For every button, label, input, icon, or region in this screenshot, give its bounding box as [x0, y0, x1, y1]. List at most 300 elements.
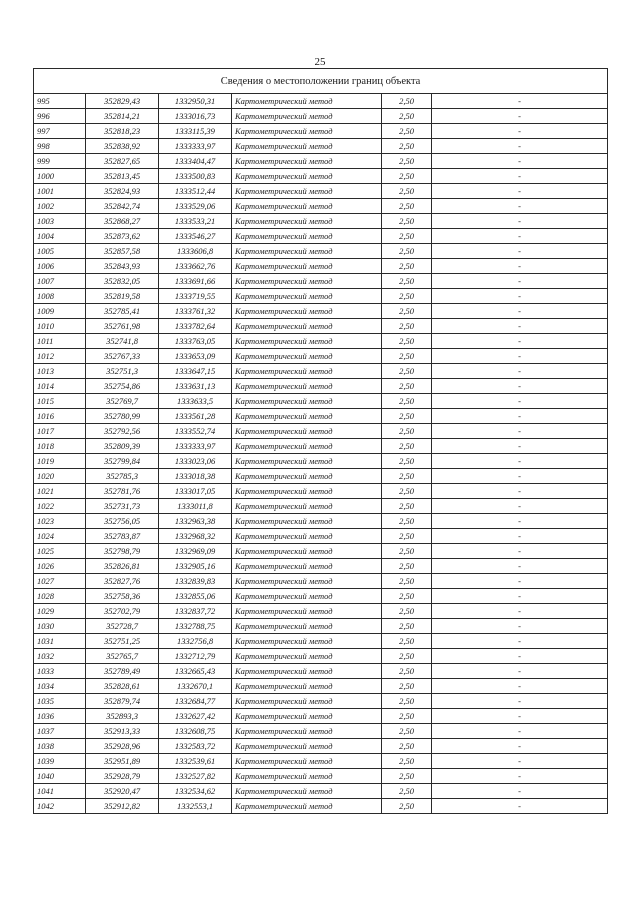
x-coordinate-cell: 352769,7: [86, 394, 159, 409]
point-number-cell: 1040: [34, 769, 86, 784]
description-cell: -: [432, 169, 608, 184]
point-number-cell: 996: [34, 109, 86, 124]
x-coordinate-cell: 352819,58: [86, 289, 159, 304]
y-coordinate-cell: 1333404,47: [159, 154, 232, 169]
accuracy-cell: 2,50: [382, 784, 432, 799]
x-coordinate-cell: 352928,96: [86, 739, 159, 754]
description-cell: -: [432, 784, 608, 799]
y-coordinate-cell: 1332684,77: [159, 694, 232, 709]
table-row: [34, 679, 608, 694]
x-coordinate-cell: 352838,92: [86, 139, 159, 154]
accuracy-cell: 2,50: [382, 454, 432, 469]
description-cell: -: [432, 604, 608, 619]
x-coordinate-cell: 352832,05: [86, 274, 159, 289]
description-cell: -: [432, 259, 608, 274]
description-cell: -: [432, 454, 608, 469]
accuracy-cell: 2,50: [382, 424, 432, 439]
y-coordinate-cell: 1333761,32: [159, 304, 232, 319]
accuracy-cell: 2,50: [382, 544, 432, 559]
point-number-cell: 1010: [34, 319, 86, 334]
point-number-cell: 1020: [34, 469, 86, 484]
y-coordinate-cell: 1332950,31: [159, 94, 232, 109]
accuracy-cell: 2,50: [382, 349, 432, 364]
method-cell: Картометрический метод: [232, 304, 382, 319]
table-row: [34, 784, 608, 799]
x-coordinate-cell: 352813,45: [86, 169, 159, 184]
y-coordinate-cell: 1333011,8: [159, 499, 232, 514]
x-coordinate-cell: 352781,76: [86, 484, 159, 499]
x-coordinate-cell: 352765,7: [86, 649, 159, 664]
description-cell: -: [432, 94, 608, 109]
method-cell: Картометрический метод: [232, 769, 382, 784]
method-cell: Картометрический метод: [232, 514, 382, 529]
method-cell: Картометрический метод: [232, 724, 382, 739]
point-number-cell: 995: [34, 94, 86, 109]
x-coordinate-cell: 352785,41: [86, 304, 159, 319]
table-row: [34, 289, 608, 304]
x-coordinate-cell: 352842,74: [86, 199, 159, 214]
y-coordinate-cell: 1333691,66: [159, 274, 232, 289]
table-row: [34, 619, 608, 634]
description-cell: -: [432, 754, 608, 769]
accuracy-cell: 2,50: [382, 574, 432, 589]
y-coordinate-cell: 1332553,1: [159, 799, 232, 814]
table-row: [34, 439, 608, 454]
method-cell: Картометрический метод: [232, 424, 382, 439]
method-cell: Картометрический метод: [232, 694, 382, 709]
point-number-cell: 1006: [34, 259, 86, 274]
y-coordinate-cell: 1332665,43: [159, 664, 232, 679]
y-coordinate-cell: 1333631,13: [159, 379, 232, 394]
description-cell: -: [432, 709, 608, 724]
y-coordinate-cell: 1333647,15: [159, 364, 232, 379]
page-number: 25: [314, 56, 326, 68]
method-cell: Картометрический метод: [232, 184, 382, 199]
point-number-cell: 1002: [34, 199, 86, 214]
method-cell: Картометрический метод: [232, 274, 382, 289]
table-row: [34, 139, 608, 154]
table-row: [34, 559, 608, 574]
point-number-cell: 1018: [34, 439, 86, 454]
accuracy-cell: 2,50: [382, 214, 432, 229]
method-cell: Картометрический метод: [232, 484, 382, 499]
description-cell: -: [432, 544, 608, 559]
x-coordinate-cell: 352789,49: [86, 664, 159, 679]
method-cell: Картометрический метод: [232, 604, 382, 619]
table-row: [34, 214, 608, 229]
point-number-cell: 1026: [34, 559, 86, 574]
y-coordinate-cell: 1333662,76: [159, 259, 232, 274]
table-row: [34, 754, 608, 769]
accuracy-cell: 2,50: [382, 94, 432, 109]
method-cell: Картометрический метод: [232, 409, 382, 424]
description-cell: -: [432, 634, 608, 649]
x-coordinate-cell: 352780,99: [86, 409, 159, 424]
method-cell: Картометрический метод: [232, 139, 382, 154]
table-row: [34, 274, 608, 289]
accuracy-cell: 2,50: [382, 379, 432, 394]
accuracy-cell: 2,50: [382, 439, 432, 454]
description-cell: -: [432, 664, 608, 679]
table-row: [34, 364, 608, 379]
accuracy-cell: 2,50: [382, 244, 432, 259]
table-row: [34, 544, 608, 559]
x-coordinate-cell: 352868,27: [86, 214, 159, 229]
table-row: [34, 529, 608, 544]
y-coordinate-cell: 1333633,5: [159, 394, 232, 409]
accuracy-cell: 2,50: [382, 799, 432, 814]
method-cell: Картометрический метод: [232, 109, 382, 124]
description-cell: -: [432, 559, 608, 574]
point-number-cell: 1001: [34, 184, 86, 199]
point-number-cell: 1008: [34, 289, 86, 304]
table-row: [34, 634, 608, 649]
x-coordinate-cell: 352758,36: [86, 589, 159, 604]
description-cell: -: [432, 649, 608, 664]
point-number-cell: 1022: [34, 499, 86, 514]
description-cell: -: [432, 529, 608, 544]
accuracy-cell: 2,50: [382, 259, 432, 274]
table-row: [34, 454, 608, 469]
method-cell: Картометрический метод: [232, 259, 382, 274]
accuracy-cell: 2,50: [382, 394, 432, 409]
point-number-cell: 999: [34, 154, 86, 169]
point-number-cell: 1039: [34, 754, 86, 769]
method-cell: Картометрический метод: [232, 214, 382, 229]
y-coordinate-cell: 1333500,83: [159, 169, 232, 184]
y-coordinate-cell: 1333546,27: [159, 229, 232, 244]
table-row: [34, 154, 608, 169]
table-row: [34, 604, 608, 619]
table-row: [34, 739, 608, 754]
method-cell: Картометрический метод: [232, 94, 382, 109]
accuracy-cell: 2,50: [382, 634, 432, 649]
table-row: [34, 94, 608, 109]
table-row: [34, 709, 608, 724]
x-coordinate-cell: 352826,81: [86, 559, 159, 574]
accuracy-cell: 2,50: [382, 739, 432, 754]
description-cell: -: [432, 109, 608, 124]
description-cell: -: [432, 139, 608, 154]
point-number-cell: 1041: [34, 784, 86, 799]
table-row: [34, 259, 608, 274]
x-coordinate-cell: 352873,62: [86, 229, 159, 244]
table-row: [34, 334, 608, 349]
point-number-cell: 1030: [34, 619, 86, 634]
point-number-cell: 1000: [34, 169, 86, 184]
point-number-cell: 1036: [34, 709, 86, 724]
x-coordinate-cell: 352761,98: [86, 319, 159, 334]
x-coordinate-cell: 352741,8: [86, 334, 159, 349]
method-cell: Картометрический метод: [232, 649, 382, 664]
point-number-cell: 1015: [34, 394, 86, 409]
method-cell: Картометрический метод: [232, 379, 382, 394]
table-title-row: [34, 69, 608, 94]
description-cell: -: [432, 439, 608, 454]
accuracy-cell: 2,50: [382, 199, 432, 214]
y-coordinate-cell: 1332963,38: [159, 514, 232, 529]
description-cell: -: [432, 514, 608, 529]
method-cell: Картометрический метод: [232, 244, 382, 259]
y-coordinate-cell: 1332534,62: [159, 784, 232, 799]
description-cell: -: [432, 334, 608, 349]
accuracy-cell: 2,50: [382, 514, 432, 529]
description-cell: -: [432, 484, 608, 499]
description-cell: -: [432, 619, 608, 634]
y-coordinate-cell: 1333512,44: [159, 184, 232, 199]
method-cell: Картометрический метод: [232, 394, 382, 409]
accuracy-cell: 2,50: [382, 229, 432, 244]
method-cell: Картометрический метод: [232, 439, 382, 454]
y-coordinate-cell: 1333653,09: [159, 349, 232, 364]
y-coordinate-cell: 1332837,72: [159, 604, 232, 619]
table-row: [34, 109, 608, 124]
table-row: [34, 244, 608, 259]
method-cell: Картометрический метод: [232, 334, 382, 349]
table-row: [34, 409, 608, 424]
y-coordinate-cell: 1333529,06: [159, 199, 232, 214]
table-row: [34, 649, 608, 664]
y-coordinate-cell: 1333763,05: [159, 334, 232, 349]
table-row: [34, 799, 608, 814]
x-coordinate-cell: 352857,58: [86, 244, 159, 259]
method-cell: Картометрический метод: [232, 529, 382, 544]
x-coordinate-cell: 352913,33: [86, 724, 159, 739]
x-coordinate-cell: 352829,43: [86, 94, 159, 109]
y-coordinate-cell: 1332788,75: [159, 619, 232, 634]
description-cell: -: [432, 769, 608, 784]
y-coordinate-cell: 1332539,61: [159, 754, 232, 769]
y-coordinate-cell: 1333552,74: [159, 424, 232, 439]
point-number-cell: 1003: [34, 214, 86, 229]
y-coordinate-cell: 1332583,72: [159, 739, 232, 754]
method-cell: Картометрический метод: [232, 739, 382, 754]
description-cell: -: [432, 589, 608, 604]
description-cell: -: [432, 229, 608, 244]
table-row: [34, 304, 608, 319]
table-row: [34, 349, 608, 364]
x-coordinate-cell: 352798,79: [86, 544, 159, 559]
description-cell: -: [432, 349, 608, 364]
table-row: [34, 199, 608, 214]
point-number-cell: 1025: [34, 544, 86, 559]
x-coordinate-cell: 352824,93: [86, 184, 159, 199]
accuracy-cell: 2,50: [382, 664, 432, 679]
x-coordinate-cell: 352767,33: [86, 349, 159, 364]
table-row: [34, 664, 608, 679]
point-number-cell: 1035: [34, 694, 86, 709]
y-coordinate-cell: 1333606,8: [159, 244, 232, 259]
description-cell: -: [432, 799, 608, 814]
description-cell: -: [432, 124, 608, 139]
description-cell: -: [432, 574, 608, 589]
x-coordinate-cell: 352827,65: [86, 154, 159, 169]
point-number-cell: 1038: [34, 739, 86, 754]
point-number-cell: 1023: [34, 514, 86, 529]
description-cell: -: [432, 379, 608, 394]
description-cell: -: [432, 364, 608, 379]
description-cell: -: [432, 394, 608, 409]
x-coordinate-cell: 352828,61: [86, 679, 159, 694]
description-cell: -: [432, 679, 608, 694]
point-number-cell: 1029: [34, 604, 86, 619]
accuracy-cell: 2,50: [382, 169, 432, 184]
x-coordinate-cell: 352799,84: [86, 454, 159, 469]
point-number-cell: 1004: [34, 229, 86, 244]
y-coordinate-cell: 1333333,97: [159, 439, 232, 454]
table-row: [34, 514, 608, 529]
accuracy-cell: 2,50: [382, 619, 432, 634]
y-coordinate-cell: 1333023,06: [159, 454, 232, 469]
table-row: [34, 124, 608, 139]
description-cell: -: [432, 499, 608, 514]
description-cell: -: [432, 424, 608, 439]
description-cell: -: [432, 724, 608, 739]
description-cell: -: [432, 244, 608, 259]
method-cell: Картометрический метод: [232, 154, 382, 169]
accuracy-cell: 2,50: [382, 484, 432, 499]
x-coordinate-cell: 352920,47: [86, 784, 159, 799]
description-cell: -: [432, 694, 608, 709]
table-row: [34, 169, 608, 184]
description-cell: -: [432, 154, 608, 169]
x-coordinate-cell: 352751,25: [86, 634, 159, 649]
accuracy-cell: 2,50: [382, 109, 432, 124]
point-number-cell: 1007: [34, 274, 86, 289]
accuracy-cell: 2,50: [382, 709, 432, 724]
point-number-cell: 997: [34, 124, 86, 139]
table-row: [34, 394, 608, 409]
description-cell: -: [432, 274, 608, 289]
point-number-cell: 998: [34, 139, 86, 154]
point-number-cell: 1011: [34, 334, 86, 349]
accuracy-cell: 2,50: [382, 139, 432, 154]
table-row: [34, 589, 608, 604]
table-row: [34, 499, 608, 514]
accuracy-cell: 2,50: [382, 589, 432, 604]
boundary-coordinates-table: [33, 68, 608, 814]
method-cell: Картометрический метод: [232, 574, 382, 589]
table-row: [34, 424, 608, 439]
method-cell: Картометрический метод: [232, 364, 382, 379]
method-cell: Картометрический метод: [232, 619, 382, 634]
method-cell: Картометрический метод: [232, 754, 382, 769]
description-cell: -: [432, 304, 608, 319]
accuracy-cell: 2,50: [382, 334, 432, 349]
point-number-cell: 1033: [34, 664, 86, 679]
description-cell: -: [432, 199, 608, 214]
y-coordinate-cell: 1332627,42: [159, 709, 232, 724]
y-coordinate-cell: 1332905,16: [159, 559, 232, 574]
y-coordinate-cell: 1332968,32: [159, 529, 232, 544]
point-number-cell: 1013: [34, 364, 86, 379]
y-coordinate-cell: 1333115,39: [159, 124, 232, 139]
description-cell: -: [432, 214, 608, 229]
y-coordinate-cell: 1333561,28: [159, 409, 232, 424]
point-number-cell: 1009: [34, 304, 86, 319]
accuracy-cell: 2,50: [382, 679, 432, 694]
y-coordinate-cell: 1332756,8: [159, 634, 232, 649]
method-cell: Картометрический метод: [232, 499, 382, 514]
point-number-cell: 1017: [34, 424, 86, 439]
accuracy-cell: 2,50: [382, 754, 432, 769]
point-number-cell: 1032: [34, 649, 86, 664]
method-cell: Картометрический метод: [232, 799, 382, 814]
accuracy-cell: 2,50: [382, 769, 432, 784]
method-cell: Картометрический метод: [232, 679, 382, 694]
x-coordinate-cell: 352792,56: [86, 424, 159, 439]
x-coordinate-cell: 352879,74: [86, 694, 159, 709]
accuracy-cell: 2,50: [382, 319, 432, 334]
y-coordinate-cell: 1332527,82: [159, 769, 232, 784]
method-cell: Картометрический метод: [232, 199, 382, 214]
x-coordinate-cell: 352928,79: [86, 769, 159, 784]
point-number-cell: 1028: [34, 589, 86, 604]
description-cell: -: [432, 184, 608, 199]
description-cell: -: [432, 319, 608, 334]
y-coordinate-cell: 1333782,64: [159, 319, 232, 334]
accuracy-cell: 2,50: [382, 364, 432, 379]
table-body: [34, 69, 608, 814]
x-coordinate-cell: 352783,87: [86, 529, 159, 544]
table-row: [34, 724, 608, 739]
x-coordinate-cell: 352912,82: [86, 799, 159, 814]
y-coordinate-cell: 1332608,75: [159, 724, 232, 739]
point-number-cell: 1016: [34, 409, 86, 424]
x-coordinate-cell: 352809,39: [86, 439, 159, 454]
y-coordinate-cell: 1333719,55: [159, 289, 232, 304]
table-row: [34, 769, 608, 784]
accuracy-cell: 2,50: [382, 184, 432, 199]
accuracy-cell: 2,50: [382, 694, 432, 709]
accuracy-cell: 2,50: [382, 559, 432, 574]
point-number-cell: 1031: [34, 634, 86, 649]
method-cell: Картометрический метод: [232, 229, 382, 244]
accuracy-cell: 2,50: [382, 724, 432, 739]
y-coordinate-cell: 1332969,09: [159, 544, 232, 559]
x-coordinate-cell: 352702,79: [86, 604, 159, 619]
point-number-cell: 1021: [34, 484, 86, 499]
description-cell: -: [432, 289, 608, 304]
method-cell: Картометрический метод: [232, 469, 382, 484]
x-coordinate-cell: 352756,05: [86, 514, 159, 529]
point-number-cell: 1027: [34, 574, 86, 589]
y-coordinate-cell: 1332855,06: [159, 589, 232, 604]
method-cell: Картометрический метод: [232, 634, 382, 649]
method-cell: Картометрический метод: [232, 169, 382, 184]
point-number-cell: 1042: [34, 799, 86, 814]
method-cell: Картометрический метод: [232, 124, 382, 139]
accuracy-cell: 2,50: [382, 499, 432, 514]
method-cell: Картометрический метод: [232, 544, 382, 559]
accuracy-cell: 2,50: [382, 649, 432, 664]
table-row: [34, 229, 608, 244]
accuracy-cell: 2,50: [382, 124, 432, 139]
method-cell: Картометрический метод: [232, 289, 382, 304]
x-coordinate-cell: 352785,3: [86, 469, 159, 484]
x-coordinate-cell: 352751,3: [86, 364, 159, 379]
x-coordinate-cell: 352754,86: [86, 379, 159, 394]
method-cell: Картометрический метод: [232, 784, 382, 799]
accuracy-cell: 2,50: [382, 529, 432, 544]
point-number-cell: 1024: [34, 529, 86, 544]
point-number-cell: 1012: [34, 349, 86, 364]
accuracy-cell: 2,50: [382, 289, 432, 304]
method-cell: Картометрический метод: [232, 559, 382, 574]
x-coordinate-cell: 352893,3: [86, 709, 159, 724]
y-coordinate-cell: 1332839,83: [159, 574, 232, 589]
y-coordinate-cell: 1332670,1: [159, 679, 232, 694]
